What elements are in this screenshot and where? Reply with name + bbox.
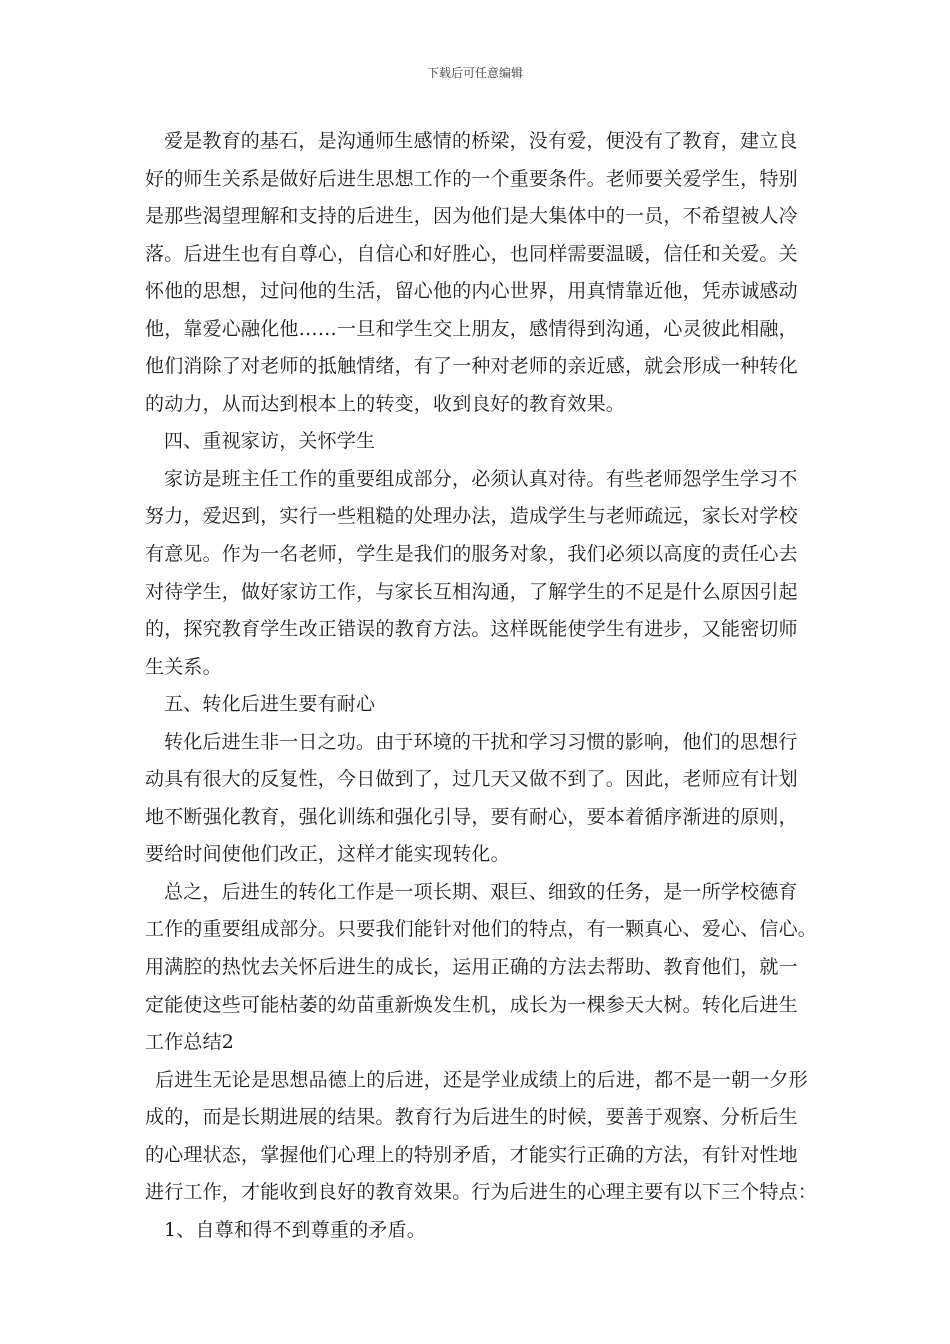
text-line: 总之，后进生的转化工作是一项长期、艰巨、细致的任务，是一所学校德育 [164, 880, 798, 903]
text-line: 是那些渴望理解和支持的后进生，因为他们是大集体中的一员，不希望被人冷 [145, 205, 798, 228]
text-line: 他，靠爱心融化他……一旦和学生交上朋友，感情得到沟通，心灵彼此相融， [145, 317, 798, 340]
text-line: 成的，而是长期进展的结果。教育行为后进生的时候，要善于观察、分析后生 [145, 1106, 798, 1129]
text-line: 进行工作，才能收到良好的教育效果。行为后进生的心理主要有以下三个特点： [145, 1181, 818, 1204]
text-line: 五、转化后进生要有耐心 [164, 693, 376, 716]
text-line: 后进生无论是思想品德上的后进，还是学业成绩上的后进，都不是一朝一夕形 [155, 1068, 808, 1091]
text-line: 落。后进生也有自尊心，自信心和好胜心，也同样需要温暖，信任和关爱。关 [145, 242, 798, 265]
page-header: 下载后可任意编辑 [426, 66, 523, 80]
text-line: 工作的重要组成部分。只要我们能针对他们的特点，有一颗真心、爱心、信心。 [145, 918, 818, 941]
text-line: 他们消除了对老师的抵触情绪，有了一种对老师的亲近感，就会形成一种转化 [145, 355, 798, 378]
text-line: 的，探究教育学生改正错误的教育方法。这样既能使学生有进步，又能密切师 [145, 618, 798, 641]
text-line: 定能使这些可能枯萎的幼苗重新焕发生机，成长为一棵参天大树。转化后进生 [145, 993, 798, 1016]
text-line: 用满腔的热忱去关怀后进生的成长，运用正确的方法去帮助、教育他们，就一 [145, 956, 798, 979]
text-line: 地不断强化教育，强化训练和强化引导，要有耐心，要本着循序渐进的原则， [145, 805, 798, 828]
text-line: 对待学生，做好家访工作，与家长互相沟通，了解学生的不足是什么原因引起 [145, 580, 798, 603]
text-line: 的动力，从而达到根本上的转变，收到良好的教育效果。 [145, 392, 626, 415]
text-line: 怀他的思想，过问他的生活，留心他的内心世界，用真情靠近他，凭赤诚感动 [145, 280, 798, 303]
text-line: 家访是班主任工作的重要组成部分，必须认真对待。有些老师怨学生学习不 [164, 467, 798, 490]
text-line: 要给时间使他们改正，这样才能实现转化。 [145, 843, 510, 866]
text-line: 爱是教育的基石，是沟通师生感情的桥梁，没有爱，便没有了教育，建立良 [164, 130, 798, 152]
text-line: 四、重视家访，关怀学生 [164, 430, 376, 453]
text-line: 有意见。作为一名老师，学生是我们的服务对象，我们必须以高度的责任心去 [145, 543, 798, 566]
document-body [145, 123, 820, 1249]
text-line: 工作总结2 [145, 1031, 235, 1054]
text-line: 生关系。 [145, 655, 222, 678]
text-line: 1、自尊和得不到尊重的矛盾。 [164, 1218, 426, 1241]
text-line: 好的师生关系是做好后进生思想工作的一个重要条件。老师要关爱学生，特别 [145, 167, 798, 190]
text-line: 动具有很大的反复性，今日做到了，过几天又做不到了。因此，老师应有计划 [145, 768, 798, 791]
text-line: 转化后进生非一日之功。由于环境的干扰和学习习惯的影响，他们的思想行 [164, 730, 798, 753]
text-line: 努力，爱迟到，实行一些粗糙的处理办法，造成学生与老师疏远，家长对学校 [145, 505, 798, 528]
text-line: 的心理状态，掌握他们心理上的特别矛盾，才能实行正确的方法，有针对性地 [145, 1143, 798, 1166]
